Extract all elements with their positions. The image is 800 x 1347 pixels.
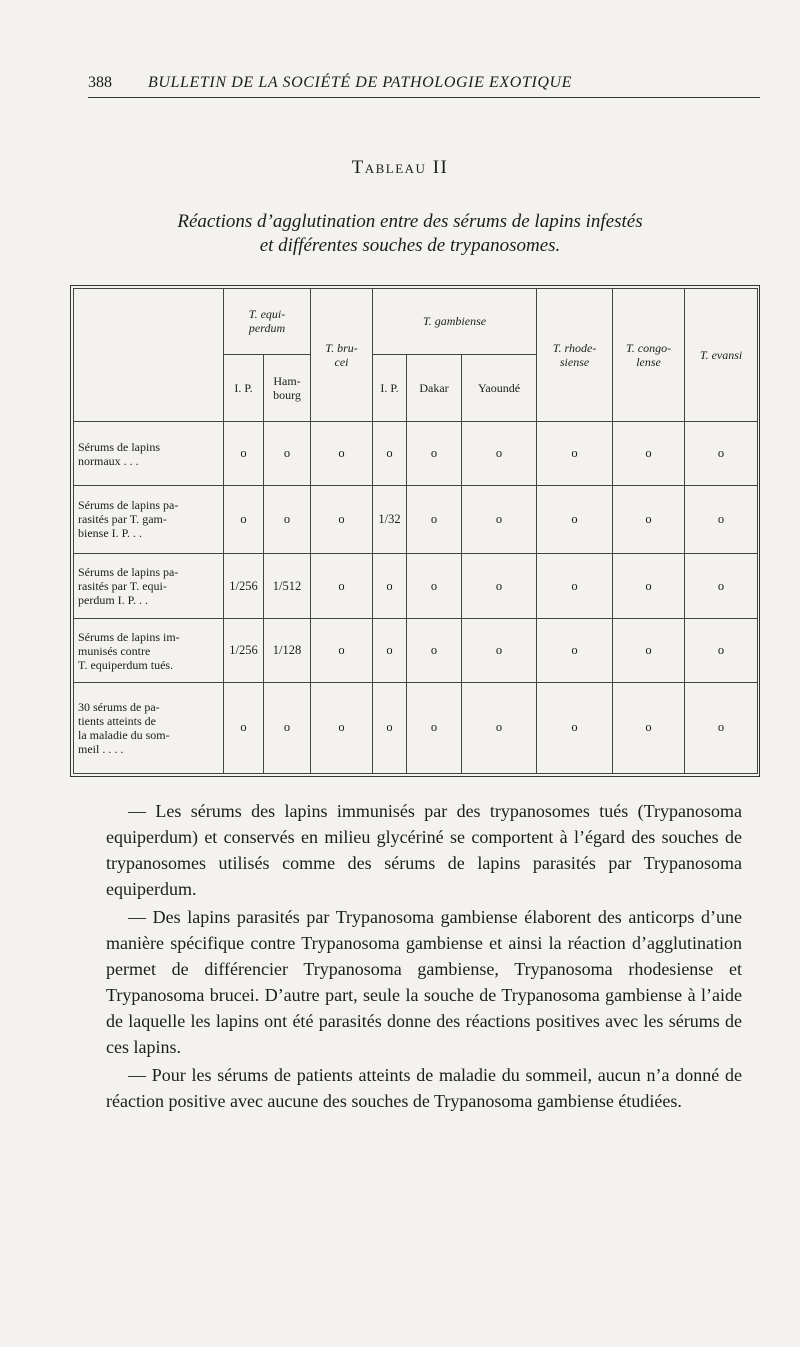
paragraph-2: — Des lapins parasités par Trypanosoma gambiense élaborent des anticorps d’une manière spécifique contre Trypanosoma gambiense et ainsi la réaction d’agglutination permet de différencier Trypanosoma gambiense, Trypanosoma rhodesiense et Trypanosoma brucei. D’autre part, seule la souche de Trypanosoma gambiense à l’aide de laquelle les lapins ont été parasités donne des réactions positives avec les sérums de ces lapins. bbox=[106, 907, 742, 1057]
table-cell: o bbox=[537, 422, 613, 486]
table-cell: o bbox=[613, 422, 685, 486]
subheader-gambiense-dakar: Dakar bbox=[407, 354, 462, 422]
table-cell: o bbox=[462, 422, 537, 486]
table-cell: o bbox=[311, 553, 373, 619]
table-corner-cell bbox=[74, 289, 224, 422]
table-cell: o bbox=[685, 422, 758, 486]
table-cell: o bbox=[462, 682, 537, 773]
table-row bbox=[74, 619, 758, 683]
table-row bbox=[74, 682, 758, 773]
table-title: Tableau II bbox=[351, 157, 449, 178]
table-cell: o bbox=[407, 682, 462, 773]
col-header-t-congolense: T. congo- lense bbox=[613, 289, 685, 422]
table-cell: 1/32 bbox=[373, 485, 407, 553]
table-cell: o bbox=[373, 422, 407, 486]
table-cell: o bbox=[311, 485, 373, 553]
row-label: Sérums de lapins pa- rasités par T. equi- perdum I. P. . . bbox=[74, 553, 224, 619]
col-header-t-gambiense: T. gambiense bbox=[373, 289, 537, 355]
table-cell: o bbox=[407, 422, 462, 486]
table-row bbox=[74, 422, 758, 486]
table-cell: o bbox=[373, 682, 407, 773]
agglutination-table bbox=[73, 288, 758, 774]
subheader-gambiense-ip: I. P. bbox=[373, 354, 407, 422]
subheader-gambiense-yaounde: Yaoundé bbox=[462, 354, 537, 422]
journal-title: BULLETIN DE LA SOCIÉTÉ DE PATHOLOGIE EXOTIQUE bbox=[148, 74, 573, 91]
paragraph-1: — Les sérums des lapins immunisés par des trypanosomes tués (Trypanosoma equiperdum) et conservés en milieu glycériné se comportent à l’égard des souches de trypanosomes utilisés comme des sérums de lapins parasités par Trypanosoma equiperdum. bbox=[106, 801, 742, 899]
table-cell: 1/256 bbox=[224, 553, 264, 619]
page-number: 388 bbox=[88, 74, 112, 91]
table-cell: o bbox=[613, 682, 685, 773]
table-caption bbox=[110, 210, 710, 258]
subheader-equiperdum-ip: I. P. bbox=[224, 354, 264, 422]
table-cell: o bbox=[537, 682, 613, 773]
table-cell: o bbox=[537, 619, 613, 683]
table-cell: o bbox=[373, 553, 407, 619]
table-cell: o bbox=[613, 553, 685, 619]
table-cell: o bbox=[685, 619, 758, 683]
row-label: Sérums de lapins im- munisés contre T. equiperdum tués. bbox=[74, 619, 224, 683]
table-row bbox=[74, 553, 758, 619]
table-caption-line-2: et différentes souches de trypanosomes. bbox=[259, 235, 561, 256]
running-head bbox=[88, 74, 760, 98]
table-cell: o bbox=[462, 485, 537, 553]
table-cell: o bbox=[407, 485, 462, 553]
table-cell: o bbox=[311, 619, 373, 683]
table-cell: o bbox=[537, 485, 613, 553]
table-row bbox=[74, 485, 758, 553]
table-cell: o bbox=[224, 682, 264, 773]
table-cell: 1/256 bbox=[224, 619, 264, 683]
table-cell: o bbox=[613, 619, 685, 683]
table-cell: o bbox=[224, 422, 264, 486]
row-label: 30 sérums de pa- tients atteints de la maladie du som- meil . . . . bbox=[74, 682, 224, 773]
table-caption-line-1: Réactions d’agglutination entre des sérums de lapins infestés bbox=[177, 211, 643, 232]
col-header-t-evansi: T. evansi bbox=[685, 289, 758, 422]
table-cell: o bbox=[685, 553, 758, 619]
table-cell: o bbox=[311, 682, 373, 773]
col-header-t-brucei: T. bru- cei bbox=[311, 289, 373, 422]
table-cell: o bbox=[685, 485, 758, 553]
table-cell: o bbox=[537, 553, 613, 619]
table-cell: 1/512 bbox=[264, 553, 311, 619]
col-header-t-equiperdum: T. equi- perdum bbox=[224, 289, 311, 355]
table-cell: o bbox=[311, 422, 373, 486]
table-cell: o bbox=[613, 485, 685, 553]
table-cell: o bbox=[407, 553, 462, 619]
table-cell: o bbox=[685, 682, 758, 773]
table-cell: o bbox=[224, 485, 264, 553]
table-cell: o bbox=[462, 619, 537, 683]
table-cell: o bbox=[462, 553, 537, 619]
body-text bbox=[106, 798, 742, 1114]
row-label: Sérums de lapins normaux . . . bbox=[74, 422, 224, 486]
table-cell: o bbox=[264, 422, 311, 486]
row-label: Sérums de lapins pa- rasités par T. gam- biense I. P. . . bbox=[74, 485, 224, 553]
paragraph-3: — Pour les sérums de patients atteints de maladie du sommeil, aucun n’a donné de réaction positive avec aucune des souches de Trypanosoma gambiense étudiées. bbox=[106, 1065, 742, 1111]
table-cell: o bbox=[373, 619, 407, 683]
col-header-t-rhodesiense: T. rhode- siense bbox=[537, 289, 613, 422]
table-cell: o bbox=[407, 619, 462, 683]
table-cell: o bbox=[264, 682, 311, 773]
table-frame bbox=[70, 285, 760, 777]
table-cell: 1/128 bbox=[264, 619, 311, 683]
table-cell: o bbox=[264, 485, 311, 553]
subheader-equiperdum-hambourg: Ham- bourg bbox=[264, 354, 311, 422]
